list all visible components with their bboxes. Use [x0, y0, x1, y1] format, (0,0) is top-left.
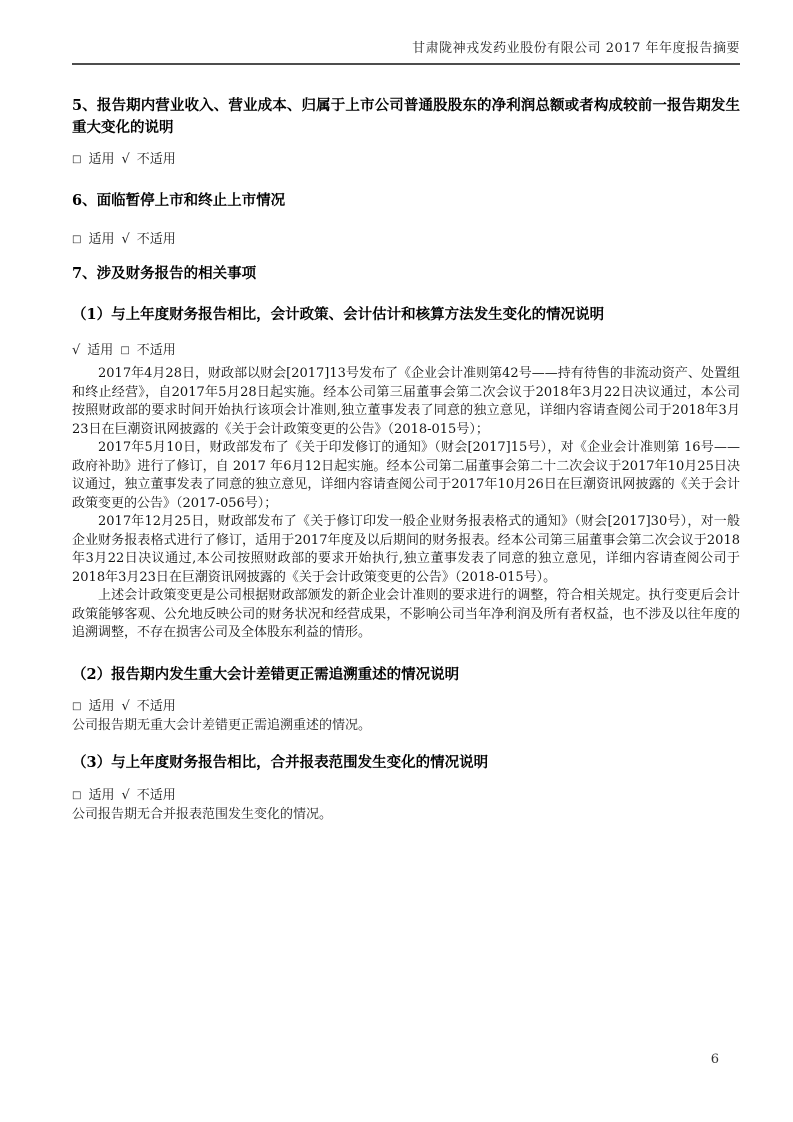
page-header: [72, 40, 740, 58]
applicability-line-section-7-1: [72, 342, 740, 361]
section-7-2-note: 公司报告期无重大会计差错更正需追溯重述的情况。: [72, 717, 372, 733]
page-header-title: 甘肃陇神戎发药业股份有限公司 2017 年年度报告摘要: [412, 41, 740, 56]
check-icon: √: [121, 698, 130, 714]
page-number: 6: [710, 1052, 719, 1067]
check-icon: √: [121, 152, 130, 167]
applicability-line-section-7-2: [72, 698, 740, 717]
check-icon: √: [72, 343, 81, 358]
not-apply-label: 不适用: [136, 232, 176, 247]
checkbox-unchecked-icon: □: [72, 234, 82, 245]
checkbox-unchecked-icon: □: [120, 345, 130, 356]
applicability-line-section-5: [72, 151, 740, 170]
checkbox-unchecked-icon: □: [72, 154, 82, 165]
apply-label: 适用: [88, 788, 115, 803]
section-7-3-note: 公司报告期无合并报表范围发生变化的情况。: [72, 807, 333, 822]
section-7-heading: 7、涉及财务报告的相关事项: [72, 265, 257, 282]
policy-change-paragraph-3: 2017年12月25日，财政部发布了《关于修订印发一般企业财务报表格式的通知》（财会[2017]30号），对一般企业财务报表格式进行了修订，适用于2017年度及以后期间的财务报表。经本公司第三届董事会第二次会议于2018年3月22日决议通过,本公司按照财政部的要求开始执行,独立董事发表了同意的独立意见，详细内容请查阅公司于2018年3月23日在巨潮资讯网披露的《关于会计政策变更的公告》（2018-015号）。: [72, 514, 740, 585]
apply-label: 适用: [88, 232, 115, 247]
header-divider: [72, 63, 740, 65]
checkbox-unchecked-icon: □: [72, 790, 82, 801]
applicability-line-section-7-3: [72, 787, 740, 806]
apply-label: 适用: [87, 343, 114, 358]
checkbox-unchecked-icon: □: [72, 700, 82, 712]
section-7-2-heading: （2）报告期内发生重大会计差错更正需追溯重述的情况说明: [72, 665, 460, 683]
not-apply-label: 不适用: [136, 343, 176, 358]
not-apply-label: 不适用: [136, 698, 176, 714]
apply-label: 适用: [88, 152, 115, 167]
section-5-heading: 5、报告期内营业收入、营业成本、归属于上市公司普通股股东的净利润总额或者构成较前一报告期发生重大变化的说明: [72, 97, 740, 136]
check-icon: √: [121, 788, 130, 803]
policy-change-paragraph-2: 2017年5月10日，财政部发布了《关于印发修订的通知》（财会[2017]15号），对《企业会计准则第 16号——政府补助》进行了修订，自 2017 年6月12日起实施。经本公司第二届董事会第二十二次会议于2017年10月25日决议通过，独立董事发表了同意的独立意见，详细内容请查阅公司于2017年10月26日在巨潮资讯网披露的《关于会计政策变更的公告》（2017-056号）；: [72, 440, 740, 511]
section-7-1-heading: （1）与上年度财务报告相比，会计政策、会计估计和核算方法发生变化的情况说明: [72, 306, 605, 323]
check-icon: √: [121, 232, 130, 247]
section-7-3-heading: （3）与上年度财务报告相比，合并报表范围发生变化的情况说明: [72, 754, 489, 771]
policy-change-paragraph-4: 上述会计政策变更是公司根据财政部颁发的新企业会计准则的要求进行的调整，符合相关规定。执行变更后会计政策能够客观、公允地反映公司的财务状况和经营成果，不影响公司当年净利润及所有者权益，也不涉及以往年度的追溯调整，不存在损害公司及全体股东利益的情形。: [72, 588, 740, 640]
not-apply-label: 不适用: [136, 788, 176, 803]
section-6-heading: 6、面临暂停上市和终止上市情况: [72, 192, 286, 209]
applicability-line-section-6: [72, 231, 740, 250]
apply-label: 适用: [88, 698, 115, 714]
not-apply-label: 不适用: [136, 152, 176, 167]
policy-change-paragraph-1: 2017年4月28日，财政部以财会[2017]13号发布了《企业会计准则第42号——持有待售的非流动资产、处置组和终止经营》，自2017年5月28日起实施。经本公司第三届董事会第二次会议于2018年3月22日决议通过，本公司按照财政部的要求时间开始执行该项会计准则,独立董事发表了同意的独立意见，详细内容请查阅公司于2018年3月23日在巨潮资讯网披露的《关于会计政策变更的公告》（2018-015号）；: [72, 366, 740, 437]
